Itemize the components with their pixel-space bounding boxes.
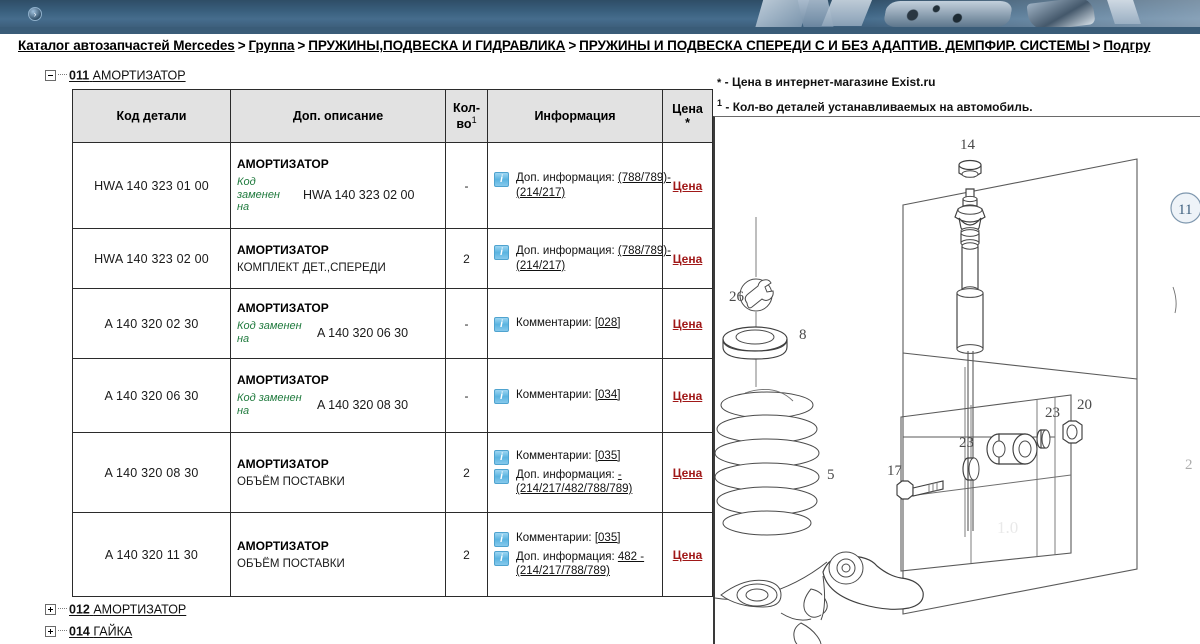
qty-header-text: Кол-во [452, 100, 481, 132]
tree-node-label[interactable] [69, 603, 186, 617]
price-link[interactable]: Цена [672, 465, 703, 480]
breadcrumb-separator: > [568, 38, 577, 53]
column-header-price [663, 90, 713, 143]
info-label: Доп. информация: [516, 468, 618, 481]
info-link[interactable]: (788/789)-(214/217) [516, 172, 671, 199]
info-link[interactable]: (788/789)-(214/217) [516, 245, 671, 272]
cell-information [488, 513, 663, 597]
diagram-label-23b: 23 [1045, 405, 1060, 421]
cell-part-code: A 140 320 08 30 [73, 433, 231, 513]
info-text [516, 316, 620, 330]
table-header-row [73, 90, 713, 143]
breadcrumb-item-3[interactable]: ПРУЖИНЫ И ПОДВЕСКА СПЕРЕДИ С И БЕЗ АДАПТИВ. ДЕМПФИР. СИСТЕМЫ [579, 38, 1090, 53]
legend-price-text: - Цена в интернет-магазине Exist.ru [724, 75, 936, 89]
info-label: Комментарии: [516, 388, 595, 401]
tree-node-label[interactable] [69, 625, 132, 639]
diagram-watermark: 1.0 [997, 518, 1019, 537]
info-entry [494, 171, 671, 200]
info-text [516, 449, 620, 463]
cell-description [231, 359, 446, 433]
cell-quantity: - [446, 289, 488, 359]
info-entry [494, 449, 656, 465]
cell-part-code: A 140 320 06 30 [73, 359, 231, 433]
qty-header-superscript: 1 [471, 114, 477, 125]
info-icon[interactable]: i [494, 245, 509, 260]
info-link[interactable]: [035] [594, 449, 621, 462]
info-label: Доп. информация: [516, 245, 618, 258]
legend-quantity-text: - Кол-во деталей устанавливаемых на автомобиль. [725, 100, 1033, 114]
tree-node-label[interactable] [69, 69, 186, 83]
diagram-label-14: 14 [960, 137, 975, 153]
description-title: АМОРТИЗАТОР [237, 301, 329, 316]
info-icon[interactable]: i [494, 389, 509, 404]
tree-connector [58, 630, 67, 631]
description-subtitle: ОБЪЁМ ПОСТАВКИ [237, 558, 345, 570]
table-body [73, 143, 713, 597]
tree-node-code: 012 [69, 602, 90, 617]
tree-node-code: 014 [69, 624, 90, 639]
cell-quantity: - [446, 143, 488, 229]
replacement-info [237, 320, 439, 345]
tree-node-name: АМОРТИЗАТОР [93, 602, 187, 617]
cell-price [663, 513, 713, 597]
replacement-info [237, 176, 439, 214]
info-entry [494, 388, 656, 404]
breadcrumb-item-2[interactable]: ПРУЖИНЫ,ПОДВЕСКА И ГИДРАВЛИКА [308, 38, 566, 53]
info-icon[interactable]: i [494, 317, 509, 332]
info-text [516, 388, 620, 402]
cell-information [488, 143, 671, 229]
cell-description [231, 433, 446, 513]
diagram-label-17: 17 [887, 463, 902, 479]
price-header-text: Цена [672, 102, 703, 116]
diagram-label-5: 5 [827, 467, 835, 483]
tree-node-name: ГАЙКА [93, 624, 133, 639]
price-link[interactable]: Цена [672, 251, 703, 266]
column-header-description: Доп. описание [231, 90, 446, 143]
cell-part-code: HWA 140 323 02 00 [73, 229, 231, 289]
info-entry [494, 316, 656, 332]
legend-asterisk: * [717, 77, 722, 89]
info-text [516, 550, 656, 579]
column-header-quantity [446, 90, 488, 143]
info-entry [494, 550, 656, 579]
legend-quantity-note [717, 98, 1033, 114]
info-icon[interactable]: i [494, 469, 509, 484]
info-label: Доп. информация: [516, 172, 618, 185]
cell-part-code: A 140 320 02 30 [73, 289, 231, 359]
cell-description [231, 289, 446, 359]
description-subtitle: КОМПЛЕКТ ДЕТ.,СПЕРЕДИ [237, 262, 386, 274]
info-label: Доп. информация: [516, 550, 618, 563]
replacement-info [237, 392, 439, 417]
description-title: АМОРТИЗАТОР [237, 457, 329, 471]
tree-node-code: 011 [69, 68, 90, 83]
description-title: АМОРТИЗАТОР [237, 243, 329, 257]
circle-arrow-icon[interactable]: › [28, 7, 42, 21]
cell-price [663, 359, 713, 433]
info-label: Комментарии: [516, 449, 595, 462]
info-link[interactable]: [035] [594, 531, 621, 544]
top-banner [0, 0, 1200, 27]
breadcrumb-item-0[interactable]: Каталог автозапчастей Mercedes [18, 38, 235, 53]
diagram-label-26: 26 [729, 289, 744, 305]
cell-information [488, 229, 671, 289]
cell-quantity: 2 [446, 433, 488, 513]
legend-price-note [717, 75, 935, 89]
diagram-callout-11: 11 [1178, 202, 1193, 218]
banner-car-part-image-2 [1027, 0, 1096, 27]
parts-diagram[interactable] [715, 117, 1200, 644]
banner-underline [0, 27, 1200, 34]
description-title: АМОРТИЗАТОР [237, 157, 329, 172]
info-link[interactable]: -(214/217/482/788/789) [516, 468, 633, 495]
info-icon[interactable]: i [494, 172, 509, 187]
cell-quantity: - [446, 359, 488, 433]
info-link[interactable]: [028] [594, 316, 621, 329]
replacement-note: Код заменен на [237, 176, 280, 214]
cell-description [231, 143, 446, 229]
info-label: Комментарии: [516, 531, 595, 544]
banner-car-part-image [883, 1, 1014, 27]
collapse-toggle-icon[interactable] [45, 70, 56, 81]
info-text [516, 244, 671, 273]
cell-quantity: 2 [446, 229, 488, 289]
table-row[interactable] [73, 359, 713, 433]
replacement-part-code: HWA 140 323 02 00 [303, 187, 415, 202]
info-label: Комментарии: [516, 316, 595, 329]
info-icon[interactable]: i [494, 450, 509, 465]
expand-toggle-icon[interactable] [45, 626, 56, 637]
diagram-label-23a: 23 [959, 435, 974, 451]
breadcrumb-separator: > [1092, 38, 1101, 53]
breadcrumb-separator: > [297, 38, 306, 53]
table-row[interactable] [73, 229, 713, 289]
cell-price [663, 289, 713, 359]
diagram-label-20: 20 [1077, 397, 1092, 413]
price-link[interactable]: Цена [672, 547, 703, 562]
price-link[interactable]: Цена [672, 316, 703, 331]
table-row[interactable] [73, 433, 713, 513]
parts-table [72, 89, 713, 597]
diagram-label-8: 8 [799, 327, 807, 343]
table-row[interactable] [73, 143, 713, 229]
cell-description [231, 229, 446, 289]
cell-information [488, 433, 663, 513]
breadcrumb [18, 38, 1200, 60]
cell-part-code: A 140 320 11 30 [73, 513, 231, 597]
tree-node-012[interactable] [45, 602, 186, 617]
info-link[interactable]: 482 -(214/217/788/789) [516, 550, 645, 577]
description-title: АМОРТИЗАТОР [237, 539, 329, 553]
info-icon[interactable]: i [494, 551, 509, 566]
tree-node-011[interactable] [45, 68, 186, 83]
cell-quantity: 2 [446, 513, 488, 597]
replacement-part-code: A 140 320 08 30 [317, 398, 409, 412]
description-title: АМОРТИЗАТОР [237, 373, 329, 388]
table-header [73, 90, 713, 143]
breadcrumb-item-4[interactable]: Подгру [1103, 38, 1151, 53]
info-text [516, 171, 671, 200]
cell-description [231, 513, 446, 597]
replacement-note: Код заменен на [237, 320, 302, 345]
breadcrumb-separator: > [237, 38, 246, 53]
table-row[interactable] [73, 289, 713, 359]
cell-information [488, 289, 663, 359]
price-link[interactable]: Цена [672, 388, 703, 403]
info-link[interactable]: [034] [594, 388, 621, 401]
breadcrumb-item-1[interactable]: Группа [248, 38, 295, 53]
info-text [516, 468, 656, 497]
description-subtitle: ОБЪЁМ ПОСТАВКИ [237, 476, 345, 488]
price-link[interactable]: Цена [672, 178, 703, 193]
cell-price [663, 433, 713, 513]
legend-superscript-one: 1 [717, 98, 723, 108]
tree-connector [58, 608, 67, 609]
tree-connector [58, 74, 67, 75]
tree-node-name: АМОРТИЗАТОР [92, 68, 186, 83]
column-header-information: Информация [488, 90, 663, 143]
expand-toggle-icon[interactable] [45, 604, 56, 615]
column-header-code: Код детали [73, 90, 231, 143]
replacement-part-code: A 140 320 06 30 [317, 326, 409, 340]
cell-information [488, 359, 663, 433]
svg-text:2: 2 [1185, 457, 1193, 473]
info-text [516, 531, 620, 545]
parts-diagram-panel[interactable] [713, 116, 1200, 644]
table-row[interactable] [73, 513, 713, 597]
info-entry [494, 244, 671, 273]
info-entry [494, 531, 656, 547]
cell-part-code: HWA 140 323 01 00 [73, 143, 231, 229]
info-entry [494, 468, 656, 497]
replacement-note: Код заменен на [237, 392, 302, 417]
price-header-superscript: * [685, 116, 690, 130]
info-icon[interactable]: i [494, 532, 509, 547]
tree-node-014[interactable] [45, 624, 132, 639]
